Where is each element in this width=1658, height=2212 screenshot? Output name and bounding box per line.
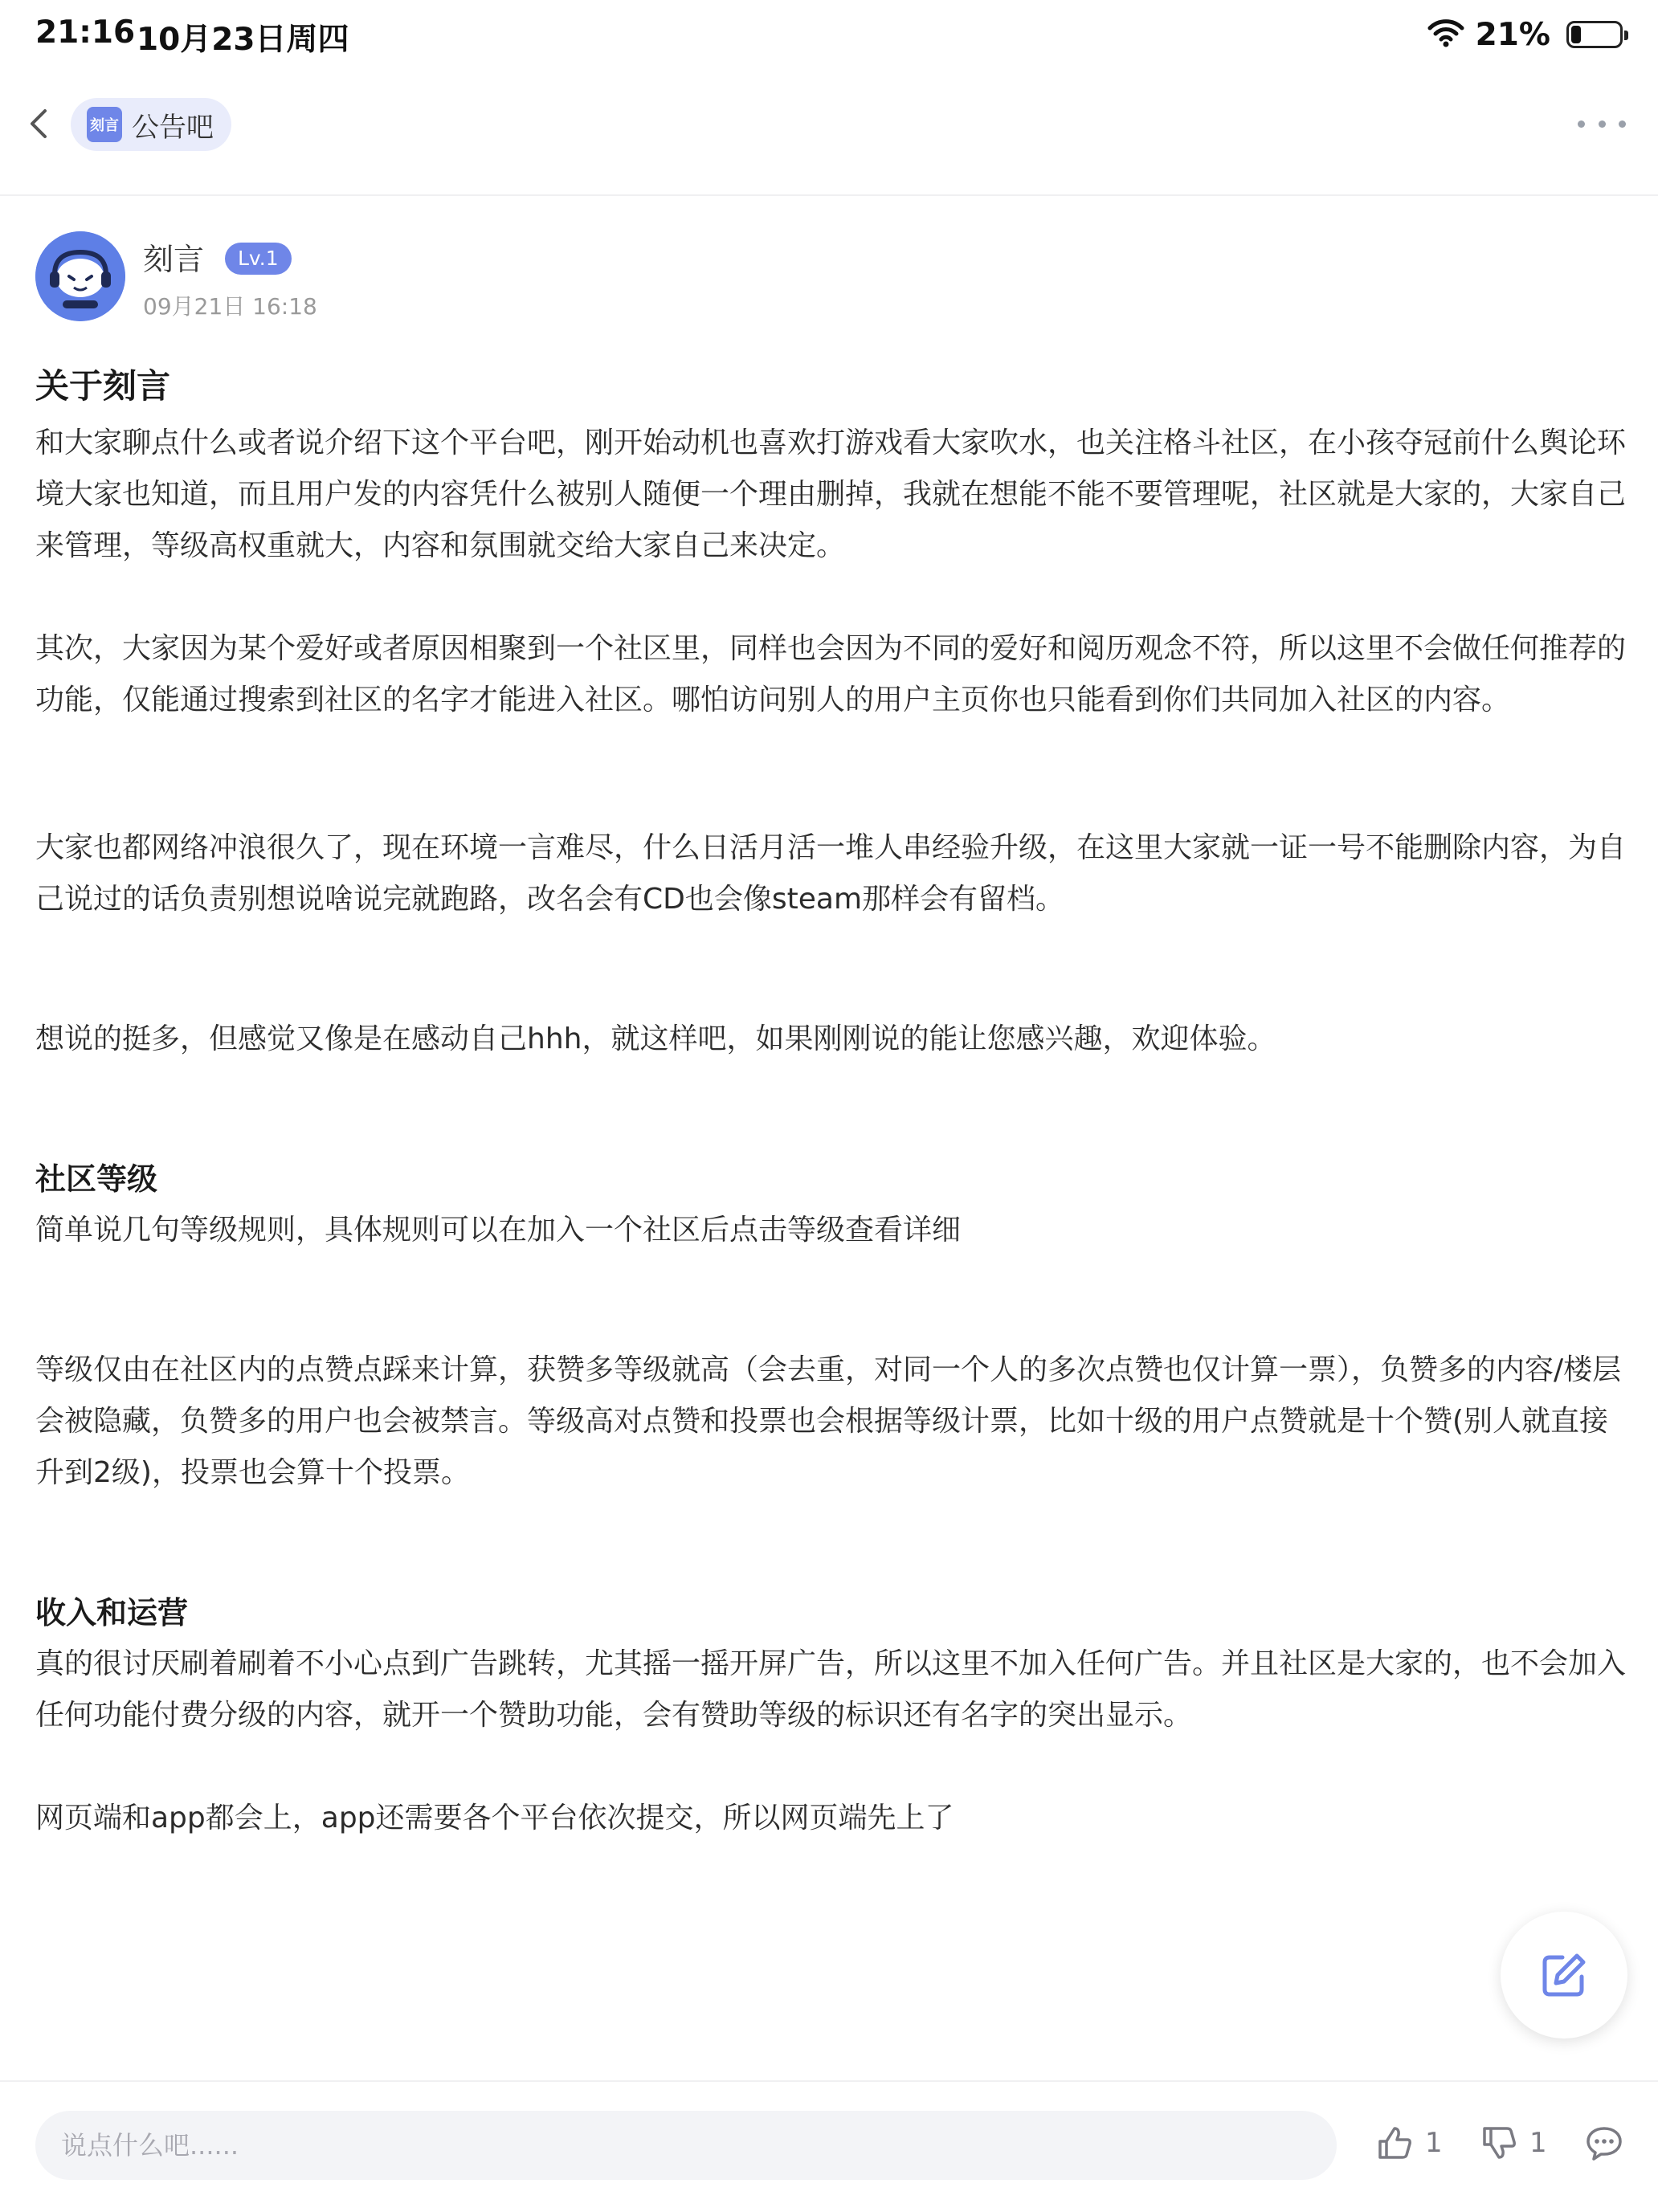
comment-icon [1584, 2124, 1624, 2164]
back-button[interactable] [18, 101, 63, 146]
post-author [35, 231, 1562, 328]
dislike-count: 1 [1529, 2127, 1547, 2159]
thumbs-up-icon [1375, 2124, 1414, 2162]
post-paragraph: 简单说几句等级规则，具体规则可以在加入一个社区后点击等级查看详细 [35, 1214, 962, 1247]
status-bar [0, 0, 1658, 77]
thumbs-down-icon [1480, 2124, 1518, 2162]
post-paragraph: 等级仅由在社区内的点赞点踩来计算，获赞多等级就高（会去重，对同一个人的多次点赞也仅计算一票），负赞多的内容/楼层会被隐藏，负赞多的用户也会被禁言。等级高对点赞和投票也会根据等级计票，比如十级的用户点赞就是十个赞(别人就直接升到2级)，投票也会算十个投票。 [35, 1353, 1622, 1489]
community-logo: 刻言 [87, 107, 122, 142]
community-chip[interactable] [71, 98, 231, 151]
ellipsis-icon [1619, 120, 1626, 128]
post-paragraph: 大家也都网络冲浪很久了，现在环境一言难尽，什么日活月活一堆人串经验升级，在这里大家就一证一号不能删除内容，为自己说过的话负责别想说啥说完就跑路，改名会有CD也会像steam那样会有留档。 [35, 831, 1627, 916]
comment-input[interactable] [35, 2111, 1337, 2180]
nav-bar [0, 77, 1658, 196]
section-heading: 收入和运营 [35, 1595, 189, 1630]
post-paragraph: 和大家聊点什么或者说介绍下这个平台吧，刚开始动机也喜欢打游戏看大家吹水，也关注格斗社区，在小孩夺冠前什么舆论环境大家也知道，而且用户发的内容凭什么被别人随便一个理由删掉，我就在想能不能不要管理呢，社区就是大家的，大家自己来管理，等级高权重就大，内容和氛围就交给大家自己来决定。 [35, 426, 1627, 562]
status-indicators [1427, 14, 1623, 55]
level-badge: Lv.1 [225, 243, 292, 275]
chevron-left-icon [18, 101, 63, 146]
post-paragraph: 想说的挺多，但感觉又像是在感动自己hhh，就这样吧，如果刚刚说的能让您感兴趣，欢迎体验。 [35, 1022, 1276, 1055]
more-button[interactable] [1578, 109, 1626, 138]
author-name[interactable]: 刻言 [143, 242, 205, 277]
post-body [35, 418, 1630, 1844]
status-date: 10月23日周四 [137, 22, 349, 58]
like-button[interactable] [1375, 2124, 1443, 2162]
avatar[interactable] [35, 231, 125, 321]
post-paragraph: 网页端和app都会上，app还需要各个平台依次提交，所以网页端先上了 [35, 1802, 954, 1834]
post-paragraph: 其次，大家因为某个爱好或者原因相聚到一个社区里，同样也会因为不同的爱好和阅历观念不符，所以这里不会做任何推荐的功能，仅能通过搜索到社区的名字才能进入社区。哪怕访问别人的用户主页你也只能看到你们共同加入社区的内容。 [35, 632, 1627, 716]
battery-percent: 21% [1475, 16, 1550, 53]
battery-level-fill [1571, 26, 1581, 43]
compose-button[interactable] [1501, 1912, 1627, 2039]
bottom-bar [0, 2080, 1658, 2212]
ellipsis-icon [1599, 120, 1606, 128]
battery-icon [1566, 21, 1623, 48]
dislike-button[interactable] [1480, 2124, 1547, 2162]
status-time: 21:16 [35, 14, 136, 51]
section-heading: 社区等级 [35, 1161, 158, 1197]
wifi-icon [1427, 17, 1464, 52]
edit-icon [1538, 1949, 1590, 2001]
community-name: 公告吧 [132, 111, 214, 144]
post-paragraph: 真的很讨厌刷着刷着不小心点到广告跳转，尤其摇一摇开屏广告，所以这里不加入任何广告。并且社区是大家的，也不会加入任何功能付费分级的内容，就开一个赞助功能，会有赞助等级的标识还有名字的突出显示。 [35, 1647, 1627, 1732]
ellipsis-icon [1578, 120, 1585, 128]
post-title: 关于刻言 [35, 366, 171, 406]
like-count: 1 [1425, 2127, 1443, 2159]
post-time: 09月21日 16:18 [143, 293, 317, 320]
comment-button[interactable] [1584, 2124, 1624, 2164]
